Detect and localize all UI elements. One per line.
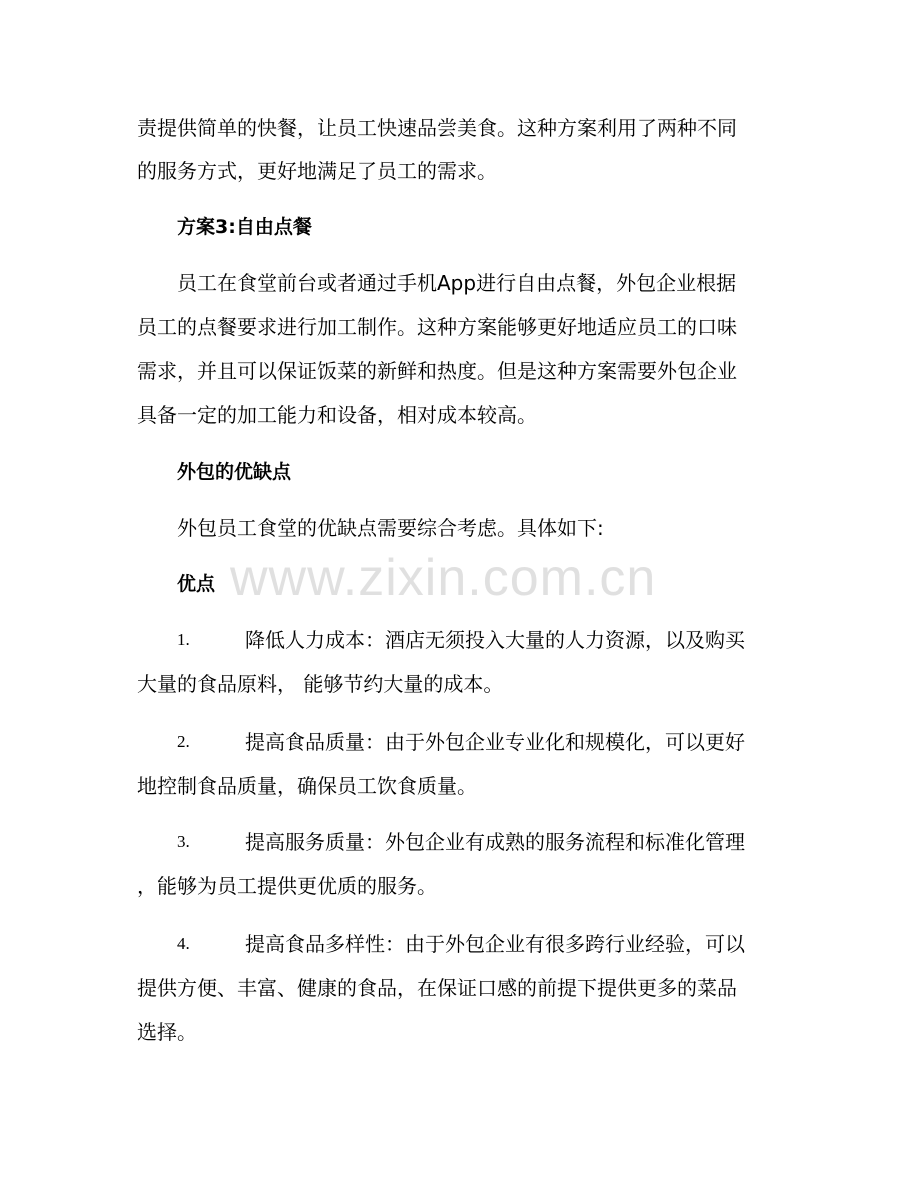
plan3-line-2: 员工的点餐要求进行加工制作。这种方案能够更好地适应员工的口味 — [137, 315, 737, 339]
list-item-text: 提高食品质量：由于外包企业专业化和规模化，可以更好 — [245, 730, 745, 754]
plan3-line-1: 员工在食堂前台或者通过手机App进行自由点餐，外包企业根据 — [177, 271, 737, 295]
watermark: www.zixin.com.cn — [230, 549, 657, 607]
list-item-continuation: 大量的食品原料， 能够节约大量的成本。 — [137, 672, 504, 696]
list-item-text: 提高服务质量：外包企业有成熟的服务流程和标准化管理 — [245, 830, 745, 854]
list-item-text: 提高食品多样性：由于外包企业有很多跨行业经验，可以 — [245, 932, 745, 956]
plan3-line-4: 具备一定的加工能力和设备，相对成本较高。 — [137, 403, 537, 427]
pros-cons-heading: 外包的优缺点 — [177, 461, 292, 483]
intro-line-1: 责提供简单的快餐，让员工快速品尝美食。这种方案利用了两种不同 — [137, 116, 737, 140]
list-item-continuation: 地控制食品质量，确保员工饮食质量。 — [137, 774, 477, 798]
list-item-continuation: 选择。 — [137, 1020, 197, 1044]
list-item-number: 4. — [177, 934, 190, 953]
list-item-number: 1. — [177, 630, 190, 649]
advantages-heading: 优点 — [177, 573, 216, 595]
plan3-heading: 方案3:自由点餐 — [177, 216, 312, 238]
list-item-continuation: 提供方便、丰富、健康的食品，在保证口感的前提下提供更多的菜品 — [137, 976, 737, 1000]
list-item-number: 2. — [177, 732, 190, 751]
list-item-continuation: ，能够为员工提供更优质的服务。 — [137, 874, 437, 898]
intro-line-2: 的服务方式，更好地满足了员工的需求。 — [137, 159, 497, 183]
pros-cons-intro: 外包员工食堂的优缺点需要综合考虑。具体如下: — [177, 516, 604, 540]
list-item-text: 降低人力成本：酒店无须投入大量的人力资源，以及购买 — [245, 628, 745, 652]
list-item-number: 3. — [177, 832, 190, 851]
plan3-line-3: 需求，并且可以保证饭菜的新鲜和热度。但是这种方案需要外包企业 — [137, 359, 737, 383]
